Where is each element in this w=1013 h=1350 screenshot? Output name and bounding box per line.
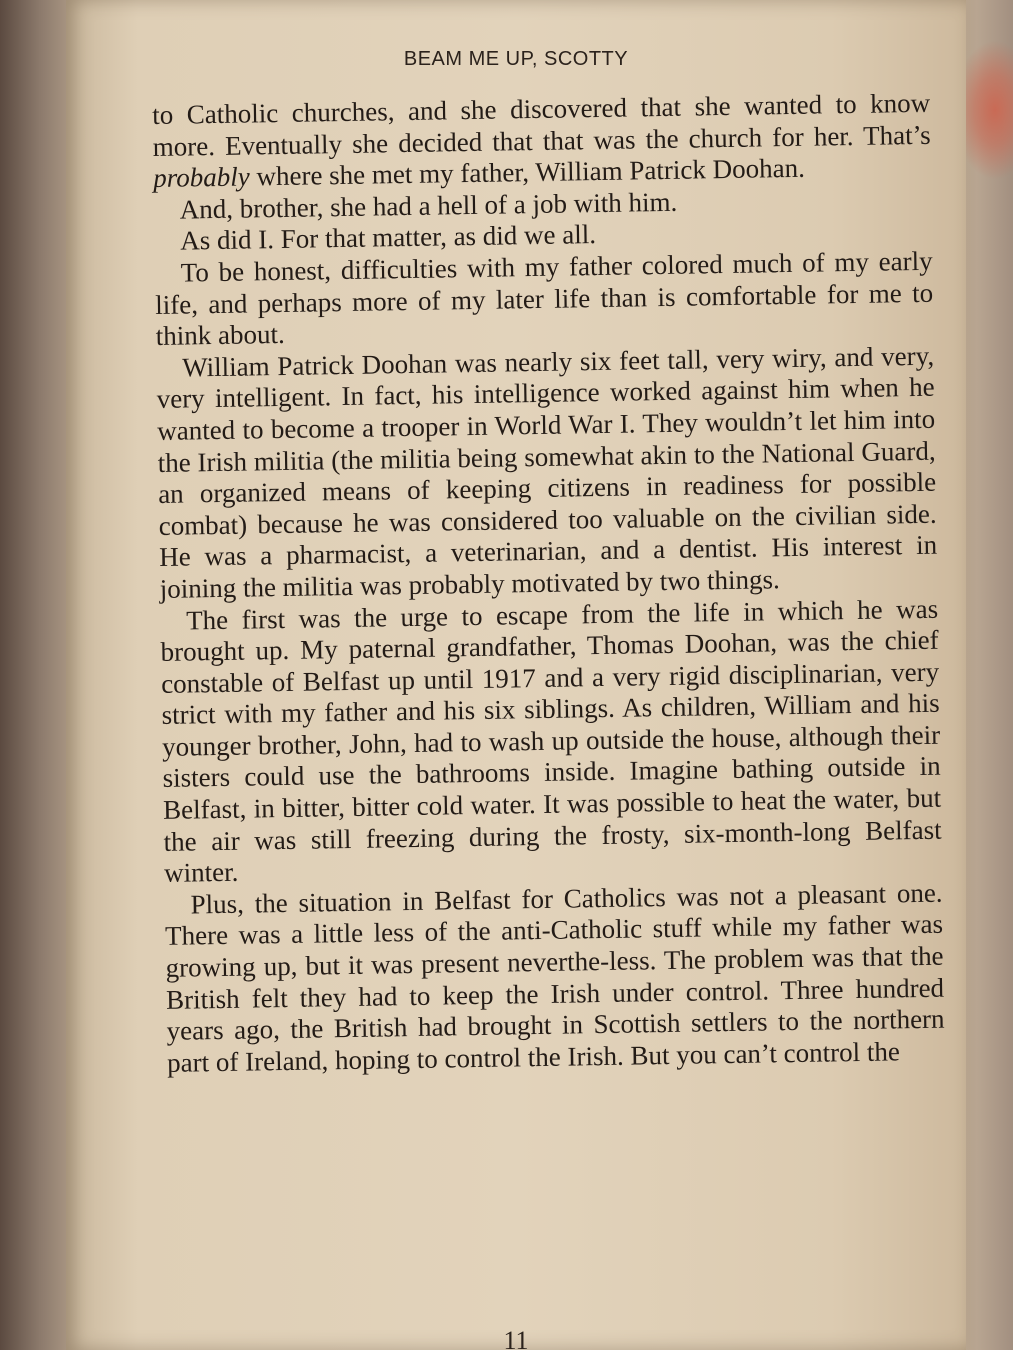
book-page (66, 0, 966, 1350)
paragraph-5: William Patrick Doohan was nearly six feet tall, very wiry, and very, very intelligent. In fact, his intelligence worked against him when he wanted to become a trooper in World War I. They wouldn’t let him into the Irish militia (the militia being somewhat akin to the National Guard, an organized means of keeping citizens in readiness for possible combat) because he was considered too valuable on the civilian side. He was a pharmacist, a veterinarian, and a dentist. His interest in joining the militia was probably motivated by two things. (156, 340, 938, 604)
paragraph-1-text-start: to Catholic churches, and she discovered that she wanted to know more. Eventually she decided that that was the church for her. That’s (152, 87, 931, 162)
paragraph-2: And, brother, she had a hell of a job with him. (179, 186, 678, 225)
body-text (152, 88, 945, 1080)
running-head: BEAM ME UP, SCOTTY (403, 48, 629, 70)
paragraph-6: The first was the urge to escape from the life in which he was brought up. My paternal grandfather, Thomas Doohan, was the chief constable of Belfast up until 1917 and a very rigid disciplinarian, very strict with my father and his six siblings. As children, William and his younger brother, John, had to wash up outside the house, although their sisters could use the bathrooms inside. Imagine bathing outside in Belfast, in bitter, bitter cold water. It was possible to heat the water, but the air was still freezing during the frosty, six-month-long Belfast winter. (160, 593, 942, 889)
paragraph-1 (152, 88, 931, 195)
paragraph-3: As did I. For that matter, as did we all. (179, 219, 597, 256)
paragraph-1-text-end: where she met my father, William Patrick Doohan. (249, 152, 806, 192)
paragraph-4: To be honest, difficulties with my father colored much of my early life, and perhaps more of my later life than is comfortable for me to think about. (154, 245, 934, 352)
paragraph-7: Plus, the situation in Belfast for Catholics was not a pleasant one. There was a little less of the anti-Catholic stuff while my father was growing up, but it was present neverthe-less. The problem was that the British felt they had to keep the Irish under control. Three hundred years ago, the British had brought in Scottish settlers to the northern part of Ireland, hoping to control the Irish. But you can’t control the (164, 877, 945, 1078)
page-number: 11 (503, 1326, 529, 1350)
emphasis-probably: probably (152, 161, 250, 194)
